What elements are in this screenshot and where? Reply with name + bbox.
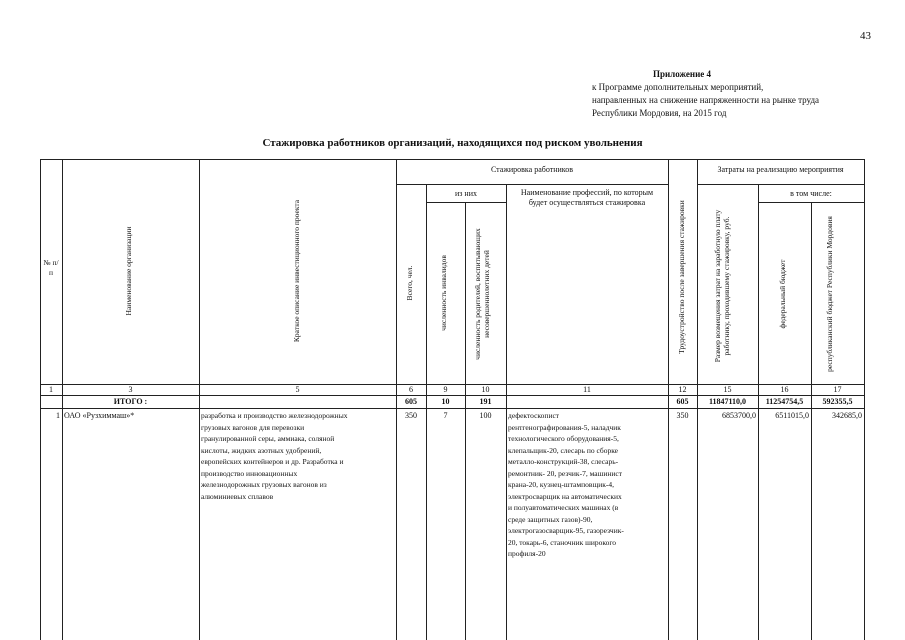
header-of-them: из них	[454, 189, 477, 198]
colnum: 15	[723, 385, 732, 394]
grid-line	[811, 202, 812, 640]
table-border-right	[864, 159, 865, 640]
grid-line	[396, 184, 668, 185]
header-costs-group: Затраты на реализацию мероприятия	[717, 165, 844, 174]
grid-line	[199, 159, 200, 640]
colnum: 6	[409, 385, 413, 394]
table-border-top	[40, 159, 864, 160]
document-title: Стажировка работников организаций, находящихся под риском увольнения	[262, 137, 643, 149]
colnum: 10	[481, 385, 490, 394]
total-parents: 191	[479, 397, 492, 406]
grid-line	[40, 408, 864, 409]
total-wage: 11847110,0	[708, 397, 747, 406]
total-republic: 592355,5	[822, 397, 853, 406]
grid-line	[40, 395, 864, 396]
row-employment: 350	[676, 411, 689, 420]
total-count: 605	[405, 397, 417, 406]
grid-line	[465, 202, 466, 640]
colnum: 5	[295, 385, 300, 394]
table-border-left	[40, 159, 41, 640]
colnum: 9	[443, 385, 448, 394]
colnum: 12	[678, 385, 687, 394]
colnum: 3	[128, 385, 133, 394]
row-republic: 342685,0	[832, 411, 862, 420]
colnum: 1	[49, 385, 53, 394]
row-parents: 100	[479, 411, 492, 420]
row-total: 350	[405, 411, 417, 420]
header-professions: Наименование профессий, по которым будет осуществляться стажировка	[520, 188, 654, 207]
header-federal: федеральный бюджет	[778, 259, 787, 329]
header-disabled: численность инвалидов	[439, 255, 448, 331]
page-number: 43	[860, 30, 871, 42]
row-num: 1	[56, 411, 60, 420]
header-parents: численность родителей, воспитывающих несовершеннолетних детей	[473, 228, 491, 360]
row-wage: 6853700,0	[722, 411, 756, 420]
appendix-line: направленных на снижение напряженности на рынке труда	[592, 95, 820, 105]
row-disabled: 7	[443, 411, 448, 420]
total-federal: 11254754,5	[765, 397, 804, 406]
appendix-line: к Программе дополнительных мероприятий,	[592, 82, 764, 92]
colnum: 11	[583, 385, 591, 394]
row-org: ОАО «Рузхиммаш»*	[64, 411, 135, 420]
header-total: Всего, чел.	[405, 265, 414, 301]
row-federal: 6511015,0	[775, 411, 809, 420]
header-org: Наименование организации	[124, 226, 133, 316]
colnum: 17	[833, 385, 842, 394]
total-disabled: 10	[441, 397, 450, 406]
appendix-heading: Приложение 4	[652, 69, 712, 79]
header-num: № п/п	[43, 258, 59, 277]
header-republic: республиканский бюджет Республики Мордовия	[825, 216, 834, 372]
total-label: ИТОГО :	[113, 397, 148, 406]
grid-line	[426, 202, 506, 203]
grid-line	[506, 184, 507, 640]
header-wage: Размер возмещения затрат на заработную плату работнику, проходившему стажировку, руб.	[713, 209, 731, 363]
header-including: в том числе:	[790, 189, 832, 198]
total-employment: 605	[676, 397, 689, 406]
appendix-line: Республики Мордовия, на 2015 год	[592, 108, 727, 118]
grid-line	[697, 184, 864, 185]
row-professions: дефектоскопист рентгенографирования-5, наладчик технологического оборудования-5, клепальщик-20, слесарь по сборке металло-конструкций-38, слесарь- ремонтник- 20, резчик-7, машинист крана-20, кузнец-штамповщик-4, электросварщик на автоматических и полуавтоматических машинах (в среде защитных газов)-90, электрогазосварщик-95, газорезчик- 20, токарь-6, станочник широкого профиля-20	[508, 411, 624, 558]
header-internship-group: Стажировка работников	[490, 165, 574, 174]
colnum: 16	[780, 385, 789, 394]
header-project: Краткое описание инвестиционного проекта	[292, 199, 301, 343]
header-employment: Трудоустройство после завершения стажировки	[677, 200, 686, 354]
row-project: разработка и производство железнодорожных грузовых вагонов для перевозки гранулированной серы, аммиака, соляной кислоты, жидких азотных удобрений, европейских контейнеров и др. Разработка и производство инновационных железнодорожных грузовых вагонов из алюминиевых сплавов	[201, 411, 348, 501]
